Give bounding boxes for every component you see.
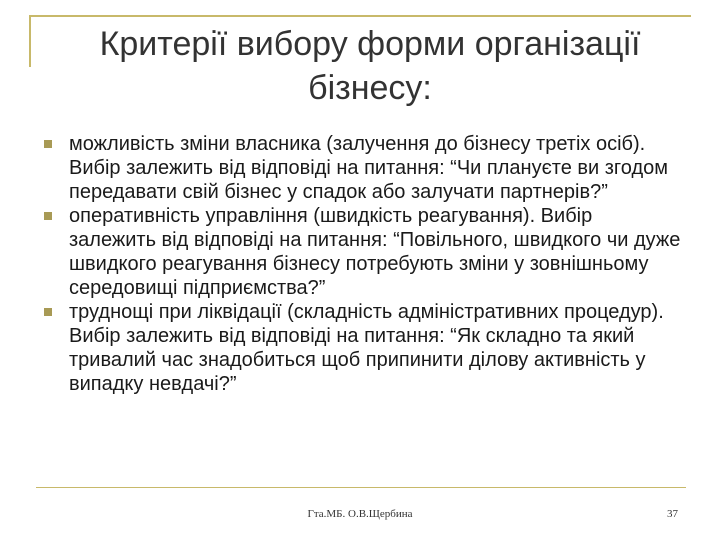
slide-title-line-2: бізнесу: <box>308 69 432 107</box>
bullet-text: можливість зміни власника (залучення до бізнесу третіх осіб). Вибір залежить від відповіді на питання: “Чи плануєте ви згодом передавати свій бізнес у спадок або залучати партнерів?” <box>69 133 668 203</box>
bullet-item <box>44 132 684 204</box>
page-number: 37 <box>667 508 678 520</box>
frame-horizontal-line <box>29 15 691 17</box>
footer-author: Гта.МБ. О.В.Щербина <box>307 508 413 520</box>
square-bullet-icon <box>44 212 52 220</box>
frame-vertical-line <box>29 15 31 67</box>
bullet-list <box>44 132 684 396</box>
bullet-text: оперативність управління (швидкість реагування). Вибір залежить від відповіді на питання: “Повільного, швидкого чи дуже швидкого реагування бізнесу потребують зміни у зовнішньому середовищі підприємства?” <box>69 205 681 299</box>
bullet-item <box>44 204 684 300</box>
bullet-item <box>44 300 684 396</box>
square-bullet-icon <box>44 308 52 316</box>
square-bullet-icon <box>44 140 52 148</box>
slide-title-line-1: Критерії вибору форми організації <box>99 25 641 63</box>
footer-divider <box>36 487 686 488</box>
bullet-text: труднощі при ліквідації (складність адміністративних процедур). Вибір залежить від відповіді на питання: “Як складно та який тривалий час знадобиться щоб припинити ділову активність у випадку невдачі?” <box>69 301 664 395</box>
slide-title <box>40 22 700 110</box>
